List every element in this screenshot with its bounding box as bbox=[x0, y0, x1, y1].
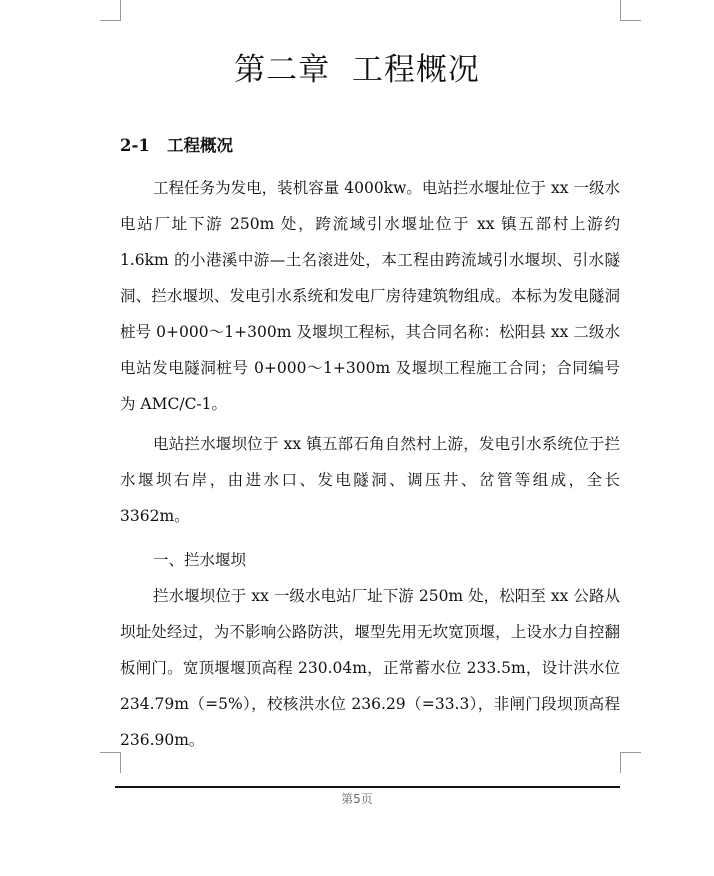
footer-divider bbox=[115, 786, 620, 788]
paragraph-project-overview: 工程任务为发电，装机容量 4000kw。电站拦水堰址位于 xx 一级水电站厂址下游 250m 处，跨流域引水堰址位于 xx 镇五部村上游约 1.6km 的小港溪中游—土名滚进处，本工程由跨流域引水堰坝、引水隧洞、拦水堰坝、发电引水系统和发电厂房待建筑物组成。本标为发电隧洞桩号 0+000～1+300m 及堰坝工程标，其合同名称：松阳县 xx 二级水电站发电隧洞桩号 0+000～1+300m 及堰坝工程施工合同；合同编号为 AMC/C-1。 bbox=[120, 179, 620, 413]
paragraph-dam-location: 电站拦水堰坝位于 xx 镇五部石角自然村上游，发电引水系统位于拦水堰坝右岸，由进水口、发电隧洞、调压井、岔管等组成，全长 3362m。 bbox=[120, 435, 620, 525]
chapter-title: 第二章 工程概况 bbox=[234, 52, 480, 88]
page-number: 第5页 bbox=[341, 792, 373, 806]
paragraph-dam-details: 拦水堰坝位于 xx 一级水电站厂址下游 250m 处，松阳至 xx 公路从坝址处经过，为不影响公路防洪，堰型先用无坎宽顶堰，上设水力自控翻板闸门。宽顶堰堰顶高程 230.04m，正常蓄水位 233.5m，设计洪水位 234.79m（=5%），校核洪水位 236.29（=33.3），非闸门段坝顶高程 236.90m。 bbox=[120, 587, 621, 749]
margin-corner-top-left bbox=[100, 0, 121, 21]
margin-corner-top-right bbox=[620, 0, 641, 21]
section-heading: 2-1 工程概况 bbox=[120, 136, 234, 155]
sub-heading-dam: 一、拦水堰坝 bbox=[153, 551, 247, 569]
margin-corner-bottom-right bbox=[620, 752, 641, 773]
margin-corner-bottom-left bbox=[100, 752, 121, 773]
